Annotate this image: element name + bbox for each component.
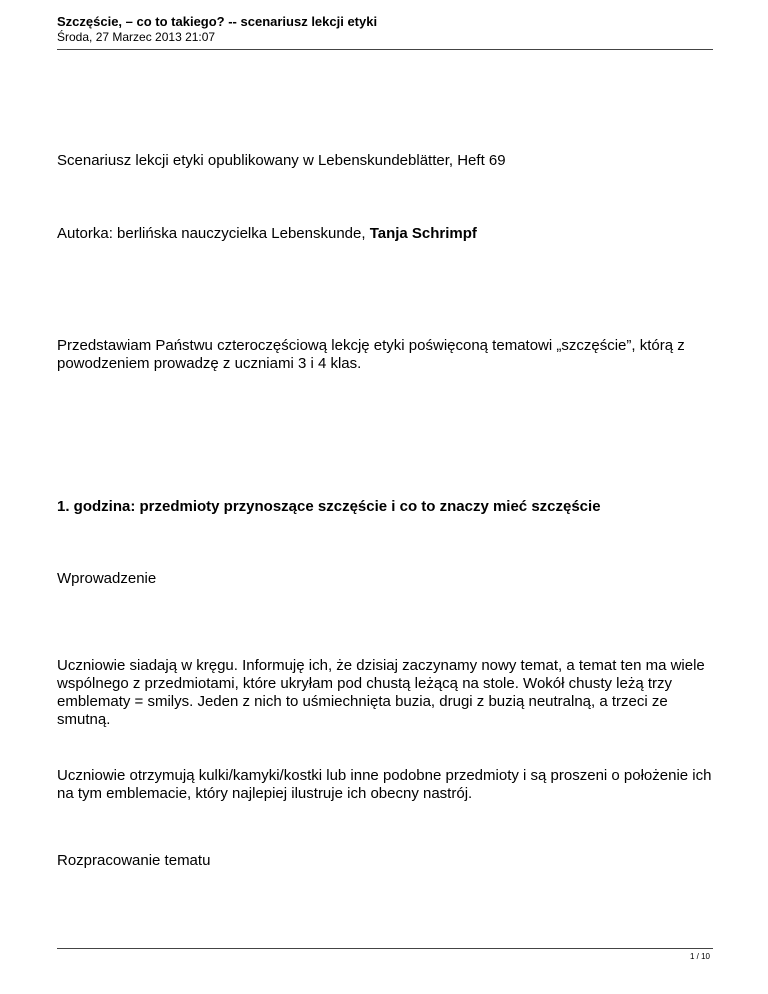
document-date: Środa, 27 Marzec 2013 21:07 [57, 30, 216, 44]
author-label: Autorka: berlińska nauczycielka Lebenskunde, [57, 225, 370, 242]
subheading-development: Rozpracowanie tematu [57, 852, 211, 869]
author-paragraph [57, 225, 717, 243]
overview-paragraph: Przedstawiam Państwu czteroczęściową lekcję etyki poświęconą tematowi „szczęście”, którą z powodzeniem prowadzę z uczniami 3 i 4 klas. [57, 337, 685, 372]
page-header [57, 14, 713, 44]
intro-paragraph: Scenariusz lekcji etyki opublikowany w Lebenskundeblätter, Heft 69 [57, 152, 506, 169]
section-heading-1: 1. godzina: przedmioty przynoszące szczęście i co to znaczy mieć szczęście [57, 498, 601, 515]
lesson-paragraph-1: Uczniowie siadają w kręgu. Informuję ich, że dzisiaj zaczynamy nowy temat, a temat ten ma wiele wspólnego z przedmiotami, które ukryłam pod chustą leżącą na stole. Wokół chusty leżą trzy emblematy = smilys. Jeden z nich to uśmiechnięta buzia, drugi z buzią neutralną, a trzeci ze smutną. [57, 657, 705, 728]
document-title: Szczęście, – co to takiego? -- scenariusz lekcji etyki [57, 14, 378, 29]
footer-divider [57, 948, 713, 949]
header-divider [57, 49, 713, 50]
page-number: 1 / 10 [689, 952, 710, 961]
author-name: Tanja Schrimpf [369, 225, 477, 242]
subheading-introduction: Wprowadzenie [57, 570, 157, 587]
lesson-paragraph-2: Uczniowie otrzymują kulki/kamyki/kostki lub inne podobne przedmioty i są proszeni o położenie ich na tym emblemacie, który najlepiej ilustruje ich obecny nastrój. [57, 767, 712, 802]
